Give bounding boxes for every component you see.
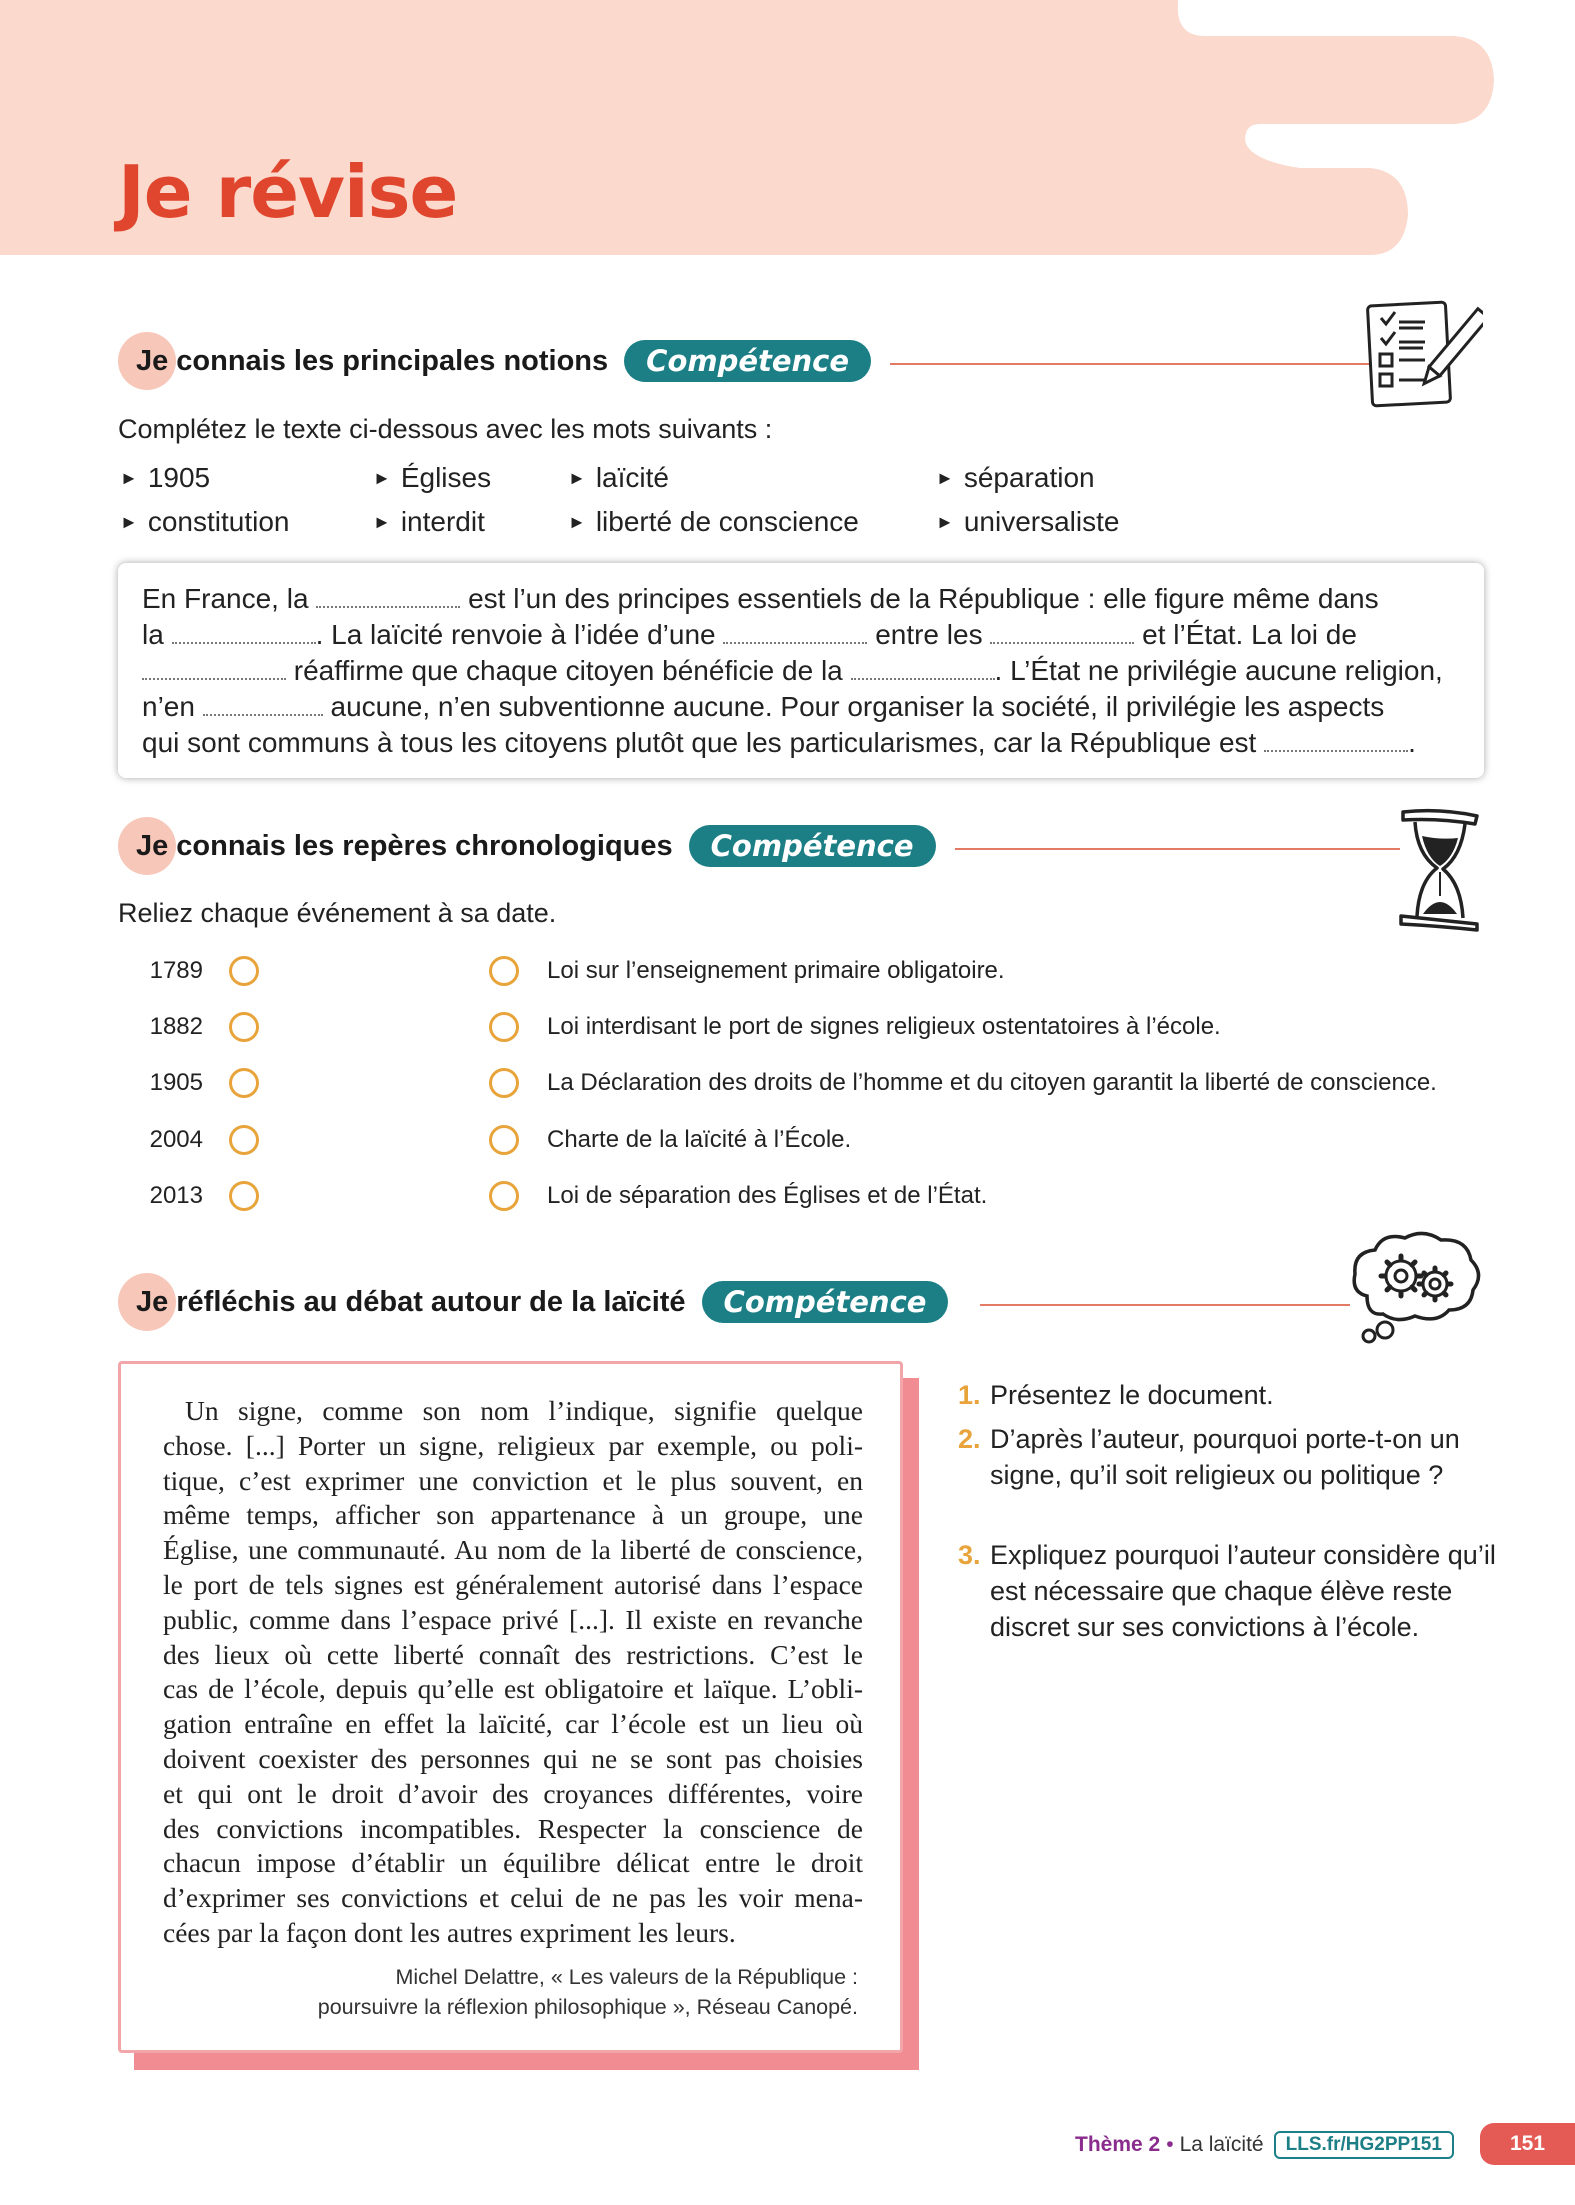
section-title: réfléchis au débat autour de la laïcité — [176, 1285, 686, 1318]
word-bank-item: ► Églises — [373, 462, 492, 493]
year-connector-dot[interactable] — [229, 1125, 259, 1155]
quote-line: cas de l’école, depuis qu’elle est obligatoire et laïque. L’obli- — [163, 1673, 863, 1705]
competence-badge: Compétence — [689, 825, 936, 867]
blank-field[interactable] — [316, 584, 460, 608]
quote-line: même temps, afficher son appartenance à un groupe, une — [163, 1499, 863, 1531]
section-title: connais les repères chronologiques — [176, 829, 673, 862]
quote-source — [318, 1962, 858, 2022]
question-3 — [958, 1537, 1500, 1645]
section-divider — [955, 848, 1400, 850]
quote-line: chacun impose d’établir un équilibre délicat entre le droit — [163, 1847, 863, 1879]
competence-badge: Compétence — [624, 340, 871, 382]
year-connector-dot[interactable] — [229, 1181, 259, 1211]
event-label: Loi de séparation des Églises et de l’État. — [547, 1182, 988, 1209]
competence-badge: Compétence — [702, 1281, 949, 1323]
section-header-notions — [118, 332, 871, 390]
year-label: 2004 — [149, 1126, 203, 1153]
question-2 — [958, 1421, 1460, 1493]
year-label: 1789 — [149, 957, 203, 984]
question-number: 3. — [958, 1540, 981, 1570]
section-header-debat — [118, 1273, 948, 1331]
blank-field[interactable] — [851, 656, 995, 680]
section-je: Je — [136, 1285, 169, 1318]
quote-box — [118, 1361, 903, 2053]
fill-line: la . La laïcité renvoie à l’idée d’une entre les et l’État. La loi de — [142, 619, 1357, 650]
event-label: Loi sur l’enseignement primaire obligatoire. — [547, 957, 1005, 984]
hourglass-icon — [1395, 806, 1485, 932]
page-number: 151 — [1480, 2123, 1575, 2165]
section-je: Je — [136, 344, 169, 377]
quote-line: doivent coexister des personnes qui ne se sont pas choisies — [163, 1742, 863, 1774]
event-connector-dot[interactable] — [489, 956, 519, 986]
source-line: Michel Delattre, « Les valeurs de la République : — [395, 1965, 858, 1989]
word-bank-item: ► universaliste — [936, 506, 1120, 537]
footer-theme: Thème 2 — [1075, 2133, 1161, 2156]
section-title: connais les principales notions — [176, 344, 609, 377]
section-divider — [890, 363, 1370, 365]
event-connector-dot[interactable] — [489, 1181, 519, 1211]
fill-in-text-box — [118, 563, 1484, 778]
event-label: La Déclaration des droits de l’homme et du citoyen garantit la liberté de conscience. — [547, 1069, 1437, 1096]
blank-field[interactable] — [723, 620, 867, 644]
quote-text — [163, 1394, 863, 1951]
word-bank-item: ► constitution — [120, 506, 290, 537]
year-connector-dot[interactable] — [229, 1012, 259, 1042]
notions-instruction: Complétez le texte ci-dessous avec les mots suivants : — [118, 414, 773, 444]
fill-line: n’en aucune, n’en subventionne aucune. Pour organiser la société, il privilégie les aspects — [142, 691, 1385, 722]
word-bank-item: ► laïcité — [568, 462, 669, 493]
question-number: 2. — [958, 1424, 981, 1454]
blank-field[interactable] — [990, 620, 1134, 644]
question-1 — [958, 1377, 1490, 1413]
year-label: 1882 — [149, 1013, 203, 1040]
quote-line: Église, une communauté. Au nom de la liberté de conscience, — [163, 1534, 863, 1566]
year-label: 2013 — [149, 1182, 203, 1209]
blank-field[interactable] — [203, 692, 323, 716]
quote-line: tique, c’est exprimer une conviction et le plus souvent, en — [163, 1464, 863, 1496]
quote-line: le port de tels signes est généralement autorisé dans l’espace — [163, 1568, 863, 1600]
word-bank-item: ► interdit — [373, 506, 485, 537]
year-connector-dot[interactable] — [229, 956, 259, 986]
thinking-gears-icon — [1345, 1226, 1485, 1351]
chronologie-instruction: Reliez chaque événement à sa date. — [118, 898, 557, 928]
event-label: Loi interdisant le port de signes religieux ostentatoires à l’école. — [547, 1013, 1221, 1040]
quote-line: chose. [...] Porter un signe, religieux par exemple, ou poli- — [163, 1429, 863, 1461]
blank-field[interactable] — [1264, 728, 1408, 752]
event-connector-dot[interactable] — [489, 1068, 519, 1098]
source-line: poursuivre la réflexion philosophique », Réseau Canopé. — [317, 1995, 858, 2019]
word-bank-item: ► 1905 — [120, 462, 211, 493]
footer-link[interactable]: LLS.fr/HG2PP151 — [1274, 2131, 1454, 2159]
question-text: Présentez le document. — [990, 1380, 1274, 1410]
section-header-chronologie — [118, 817, 936, 875]
quote-line: gation entraîne en effet la laïcité, car l’école est un lieu où — [163, 1708, 863, 1740]
checklist-icon — [1365, 296, 1483, 412]
event-label: Charte de la laïcité à l’École. — [547, 1126, 852, 1153]
quote-line: cées par la façon dont les autres expriment les leurs. — [163, 1916, 736, 1948]
quote-line: d’exprimer ses convictions et celui de ne pas les voir mena- — [163, 1882, 863, 1914]
quote-line: des lieux où cette liberté connaît des restrictions. C’est le — [163, 1638, 863, 1670]
quote-line: Un signe, comme son nom l’indique, signifie quelque — [185, 1395, 863, 1426]
footer-topic: La laïcité — [1179, 2133, 1264, 2156]
fill-line: réaffirme que chaque citoyen bénéficie de la . L’État ne privilégie aucune religion, — [142, 655, 1443, 691]
year-label: 1905 — [149, 1069, 203, 1096]
fill-line: qui sont communs à tous les citoyens plutôt que les particularismes, car la République est . — [142, 727, 1416, 758]
question-text: D’après l’auteur, pourquoi porte-t-on un signe, qu’il soit religieux ou politique ? — [990, 1424, 1460, 1490]
word-bank-item: ► liberté de conscience — [568, 506, 859, 537]
word-bank-item: ► séparation — [936, 462, 1095, 493]
blank-field[interactable] — [172, 620, 316, 644]
quote-line: et qui ont le droit d’avoir des croyances différentes, voire — [163, 1777, 863, 1809]
footer-separator: • — [1166, 2133, 1174, 2156]
question-text: Expliquez pourquoi l’auteur considère qu’il est nécessaire que chaque élève reste discret sur ses convictions à l’école. — [990, 1540, 1496, 1642]
question-number: 1. — [958, 1380, 981, 1410]
quote-line: des convictions incompatibles. Respecter la conscience de — [163, 1812, 863, 1844]
quote-line: public, comme dans l’espace privé [...]. Il existe en revanche — [163, 1603, 863, 1635]
page-footer — [1075, 2127, 1454, 2163]
year-connector-dot[interactable] — [229, 1068, 259, 1098]
blank-field[interactable] — [142, 656, 286, 680]
event-connector-dot[interactable] — [489, 1012, 519, 1042]
section-je: Je — [136, 829, 169, 862]
event-connector-dot[interactable] — [489, 1125, 519, 1155]
fill-line: En France, la est l’un des principes essentiels de la République : elle figure même dans — [142, 583, 1379, 614]
section-divider — [980, 1304, 1350, 1306]
page-title: Je révise — [118, 150, 458, 234]
